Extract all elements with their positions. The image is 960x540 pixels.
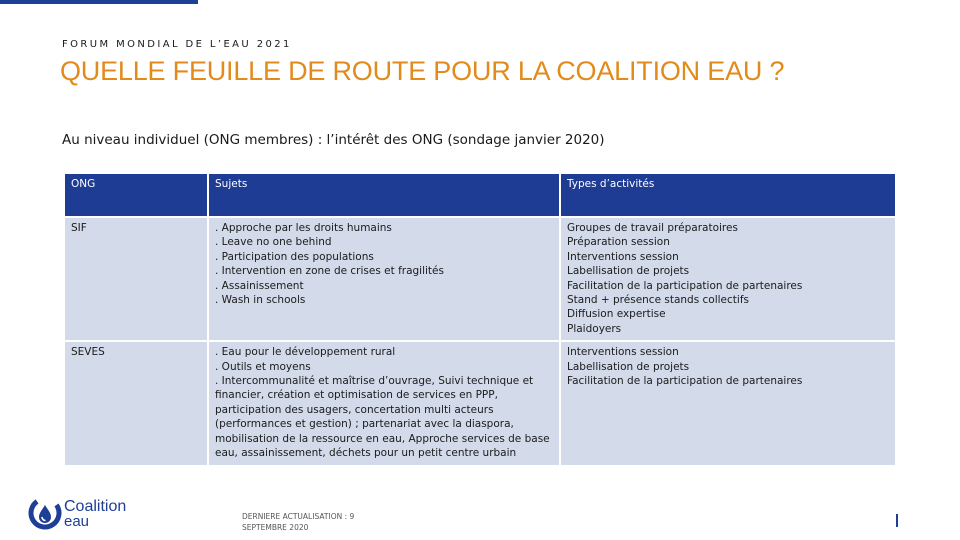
sujet-item: . Approche par les droits humains <box>215 222 392 234</box>
activite-item: Facilitation de la participation de partenaires <box>567 279 803 292</box>
column-header-ong: ONG <box>64 173 208 217</box>
last-update-line1: DERNIERE ACTUALISATION : 9 <box>242 512 355 521</box>
sujet-item: . Intervention en zone de crises et fragilités <box>215 265 444 278</box>
table-row <box>64 217 896 341</box>
sujet-item: . Leave no one behind <box>215 236 332 249</box>
sujet-item: . Eau pour le développement rural <box>215 346 396 359</box>
last-update-line2: SEPTEMBRE 2020 <box>242 523 309 532</box>
page-marker <box>896 514 898 527</box>
column-header-sujets: Sujets <box>208 173 560 217</box>
top-accent-bar <box>0 0 198 4</box>
activite-item: Diffusion expertise <box>567 308 666 321</box>
activite-item: Préparation session <box>567 236 670 249</box>
activite-item: Labellisation de projets <box>567 360 690 373</box>
cell-ong: SEVES <box>64 341 208 465</box>
activite-item: Groupes de travail préparatoires <box>567 222 738 234</box>
logo-wordmark-line1: Coalition <box>64 498 127 515</box>
table-header-row <box>64 173 896 217</box>
logo-wordmark-line2: eau <box>64 513 90 530</box>
coalition-eau-emblem-icon <box>28 496 62 530</box>
slide-subtitle: Au niveau individuel (ONG membres) : l’intérêt des ONG (sondage janvier 2020) <box>62 132 605 148</box>
activite-item: Stand + présence stands collectifs <box>567 294 749 307</box>
cell-sujets <box>208 341 560 465</box>
slide-title: QUELLE FEUILLE DE ROUTE POUR LA COALITION EAU ? <box>60 56 785 86</box>
event-supertitle: FORUM MONDIAL DE L’EAU 2021 <box>62 39 292 50</box>
cell-sujets <box>208 217 560 341</box>
cell-activites <box>560 217 896 341</box>
activite-item: Plaidoyers <box>567 322 622 335</box>
sujet-item: . Assainissement <box>215 279 304 292</box>
cell-ong: SIF <box>64 217 208 341</box>
last-update-note <box>242 511 382 533</box>
cell-activites <box>560 341 896 465</box>
activite-item: Labellisation de projets <box>567 265 690 278</box>
table-row <box>64 341 896 465</box>
sujet-item: . Outils et moyens <box>215 360 311 373</box>
coalition-eau-logo <box>28 496 148 532</box>
activite-item: Facilitation de la participation de partenaires <box>567 375 803 388</box>
activite-item: Interventions session <box>567 346 679 359</box>
sujet-item: . Intercommunalité et maîtrise d’ouvrage, Suivi technique et financier, création et optimisation de services en PPP, participation des usagers, concertation multi acteurs (performances et gestion) ; partenariat avec la diaspora, mobilisation de la ressource en eau, Approche services de base eau, assainissement, déchets pour un petit centre urbain <box>215 375 550 460</box>
ong-interest-table <box>63 172 897 467</box>
column-header-activites: Types d’activités <box>560 173 896 217</box>
sujet-item: . Wash in schools <box>215 294 306 307</box>
sujet-item: . Participation des populations <box>215 250 374 263</box>
activite-item: Interventions session <box>567 250 679 263</box>
